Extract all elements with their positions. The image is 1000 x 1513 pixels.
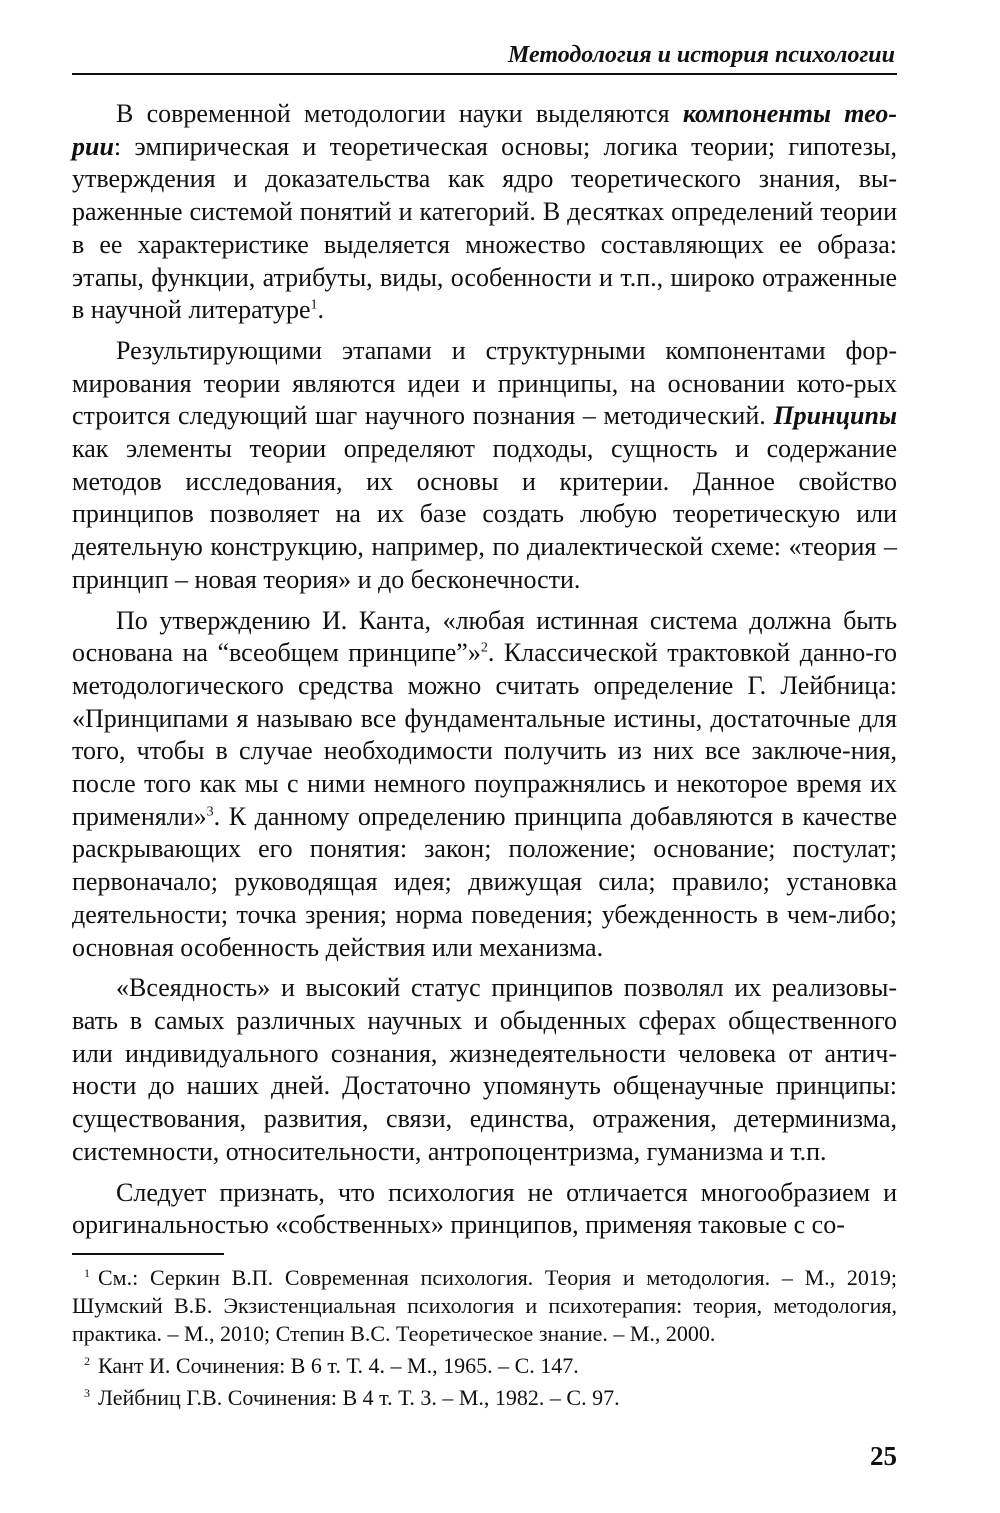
paragraph-4: «Всеядность» и высокий статус принципов позволял их реализовы-вать в самых различных научных и обыденных сферах общественного или индивидуального сознания, жизнедеятельности человека от антич-ности до наших дней. Достаточно упомянуть общенаучные принципы: существования, развития, связи, единства, отражения, детерминизма, системности, относительности, антропоцентризма, гуманизма и т.п.	[72, 973, 897, 1166]
paragraph-text: . Классической трактовкой данно-го методологического средства можно считать определение Г. Лейбница: «Принципами я называю все фундаментальные истины, достаточные для того, чтобы в случае необходимости получить из них все заключе-ния, после того как мы с ними немного поупражнялись и некоторое время их применяли»	[72, 638, 897, 831]
paragraph-1	[72, 98, 897, 327]
page-number: 25	[870, 1441, 897, 1471]
paragraph-2	[72, 335, 897, 597]
footnote-text: См.: Серкин В.П. Современная психология. Теория и методология. – М., 2019; Шумский В.Б. Экзистенциальная психология и психотерапия: теория, методология, практика. – М., 2010; Степин В.С. Теоретическое знание. – М., 2000.	[72, 1265, 897, 1346]
paragraph-text: . К данному определению принципа добавляются в качестве раскрывающих его понятия: закон; положение; основание; постулат; первоначало; руководящая идея; движущая сила; правило; установка деятельности; точка зрения; норма поведения; убежденность в чем-либо; основная особенность действия или механизма.	[72, 801, 897, 962]
paragraph-text: .	[317, 295, 325, 325]
footnotes	[72, 1264, 897, 1412]
footnote-ref: 1	[310, 297, 318, 313]
paragraph-text: По утверждению И. Канта, «любая истинная система должна быть основана на “всеобщем принципе”»	[72, 605, 897, 668]
main-text	[72, 98, 897, 1242]
footnote-ref: 2	[480, 640, 488, 656]
footnote-mark: 1	[84, 1265, 90, 1280]
footnote-mark: 2	[84, 1353, 90, 1368]
footnote-text: Лейбниц Г.В. Сочинения: В 4 т. Т. 3. – М., 1982. – С. 97.	[98, 1385, 620, 1410]
footnote-1	[72, 1264, 897, 1348]
paragraph-text: В современной методологии науки выделяются	[116, 99, 683, 128]
paragraph-5: Следует признать, что психология не отличается многообразием и оригинальностью «собственных» принципов, применяя таковые с со-	[72, 1177, 897, 1240]
footnote-rule	[72, 1253, 224, 1255]
paragraph-3	[72, 605, 897, 965]
header-rule	[72, 73, 897, 75]
paragraph-text: как элементы теории определяют подходы, сущность и содержание методов исследования, их основы и критерии. Данное свойство принципов позволяет на их базе создать любую теоретическую или деятельную конструкцию, например, по диалектической схеме: «теория – принцип – новая теория» и до бесконечности.	[72, 434, 897, 594]
paragraph-text: : эмпирическая и теоретическая основы; логика теории; гипотезы, утверждения и доказательства как ядро теоретического знания, вы-раженные системой понятий и категорий. В десятках определений теории в ее характеристике выделяется множество составляющих ее образа: этапы, функции, атрибуты, виды, особенности и т.п., широко отраженные в научной литературе	[72, 131, 897, 325]
paragraph-text: Результирующими этапами и структурными компонентами фор-мирования теории являются идеи и принципы, на основании кото-рых строится следующий шаг научного познания – методический.	[72, 335, 897, 431]
footnote-mark: 3	[84, 1385, 90, 1400]
running-title: Методология и история психологии	[508, 42, 895, 68]
footnote-3	[72, 1384, 897, 1412]
footnote-ref: 3	[206, 804, 214, 820]
emphasis-term: компоненты тео-рии	[72, 99, 898, 161]
emphasis-term: Принципы	[773, 401, 897, 431]
footnote-text: Кант И. Сочинения: В 6 т. Т. 4. – М., 1965. – С. 147.	[98, 1353, 579, 1378]
footnote-2	[72, 1352, 897, 1380]
